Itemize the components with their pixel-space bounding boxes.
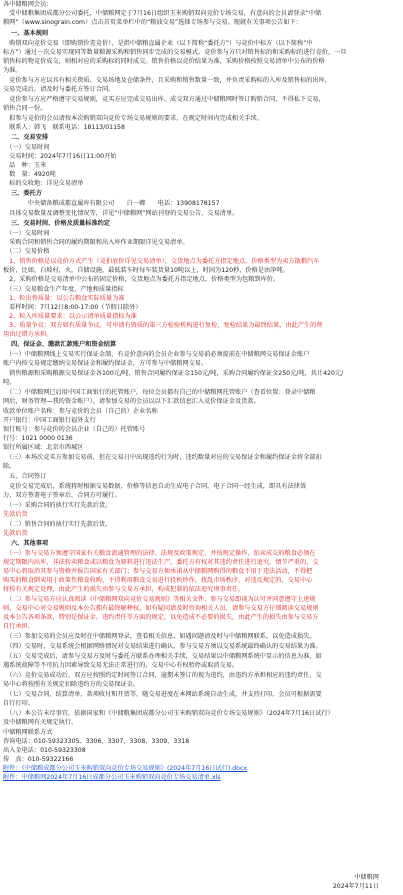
text-line: （五）交易完成后，请参与交易方及时与委托方联系办理相关手续，交易结果以中储粮网系统中显示的信息为准，如 bbox=[3, 653, 322, 660]
text-line: 购买的粮食倒卖用于政策性粮食收购，不得利用粮食交易进行投机炒作，扰乱市场秩序，对违反规定的，交易中心 bbox=[3, 577, 313, 584]
text-line: 各中储粮网会员： bbox=[3, 1, 53, 8]
text-line: 销售粮源和采购粮源交易保证金各100元/吨，销售合同履约保证金150元/吨，采购合同履约保证金250元/吨，共计420元/ bbox=[3, 370, 344, 377]
text-line: 竞价参与方应严格遵守交易规则，竞买方应完成交易出库，成交双方通过中储粮网时签订购销合同，不得私下交易， bbox=[3, 96, 325, 103]
text-line: 标方”）通过一次交易实现同等数量粮源采购和销售同步完成的交易模式。竞价参与方只对销售标的和采购标的进行竞价，一旦 bbox=[3, 49, 347, 56]
attachment-link[interactable]: 附件：中储粮网2024年7月16日成都分公司玉米购销双向竞价专场交易清单.xls bbox=[3, 774, 221, 781]
section-heading: 三、委托方 bbox=[11, 190, 42, 197]
text-line: （二）中储粮网已启用中国工商银行的托管账户，每位会员都有自己的中储粮网托管账户（查看位置：登录中储粮 bbox=[3, 389, 316, 396]
text-line: 账户内按交易规定缴纳交易保证金和履约保证金，方可参与中储粮网交易。 bbox=[3, 360, 208, 367]
text-line: （八）本公告未尽事宜，依据国家和《中储粮集团成都分公司玉米购销双向竞价专场交易规则》（2024年7月16日试行） bbox=[3, 710, 334, 717]
text-line: 及本公告各项条款，特别是保证金、违约责任等方面的规定，以免造成不必要的损失，由此产生的损失由参与交易方 bbox=[3, 614, 319, 621]
text-line: （二）交易价格 bbox=[3, 248, 50, 255]
text-line: 采购合同和销售合同的履约期限和出入库作业期限详见交易清单。 bbox=[3, 239, 189, 246]
section-heading: 三、交易时间、价格及质量标准约定 bbox=[11, 220, 110, 227]
text-line: 网后，财务管理—我的资金账户），请参加交易的会员以以下汇款信息汇入竞价保证金及货款。 bbox=[3, 398, 260, 405]
text-line: 先款后货 bbox=[3, 511, 28, 518]
text-line: （一）采购合同的执行实行先款后货。 bbox=[3, 502, 112, 509]
text-line: 销售标的物竞价成交，则相对应的采购标的同时成交。销售价格以竞价结果为准，采购价格按照交易清单中公布的价格 bbox=[3, 58, 325, 65]
section-heading: 四、保证金、缴款汇款账户和资金结算 bbox=[11, 341, 117, 348]
text-line: 3、质量争议：双方如有质量争议，可申请有资质的第三方检验机构进行复检，复检结果为最终结果，由此产生的费 bbox=[3, 322, 323, 329]
text-line: 将按有关规定处理，由此产生的损失由参与交易方承担，构成犯罪的依法追究刑事责任。 bbox=[3, 586, 245, 593]
text-line: 竞价参与方应以具有相关资质、交易场地及仓储条件，且采购和销售数量一致，并负责采购标的入库及销售标的出库， bbox=[3, 77, 331, 84]
text-line: （一）交易时间 bbox=[3, 230, 50, 237]
section-heading: 一、基本规则 bbox=[11, 30, 49, 37]
text-line: 银行账号：参与竞价的会员企业（自己的）托管账号 bbox=[3, 426, 146, 433]
footer-date: 2024年7月11日 bbox=[332, 883, 379, 890]
text-line: （三）本场次竞买方参加交易前，但在交易日中出现违约行为时，违约数量对应的交易保证金和履约保证金将全部扣 bbox=[3, 454, 322, 461]
text-line: （二）销售合同的执行实行先款后货。 bbox=[3, 521, 112, 528]
text-line: 购销双向竞价交易（即购销价差竞价），是指中储粮直属企业（以下简称“委托方”）与竞价中标方（以下简称“中 bbox=[3, 40, 313, 47]
text-line: 中央储备粮成都直属库有限公司 白一卿 电话：13908178157 bbox=[3, 200, 220, 207]
text-line: 则，交易中心对交易规则及本公告拥有最终解释权，如有疑问请及时咨询相关人员，请参与交易方仔细阅读交易规则 bbox=[3, 605, 319, 612]
text-line: 银行所属区域：北京市西城区 bbox=[3, 444, 84, 451]
footer-org: 中储粮网 bbox=[354, 874, 379, 881]
text-line: （六）竞价交易成功后，双方应按照约定时间签订合同，逾期未签订的视为违约，由违约方承担相应的违约责任，交 bbox=[3, 672, 322, 679]
section-heading: 二、交易安排 bbox=[11, 134, 49, 141]
text-line: 受中储粮集团成都分公司委托，中储粮网定于7月16日组织玉米购销双向竞价专场交易，有意向的会员请登录“中储 bbox=[3, 10, 322, 17]
text-line: 遇系统故障等不可抗力因素导致交易无法正常进行的，交易中心有权暂停或取消交易。 bbox=[3, 662, 239, 669]
text-line: 开户银行：中国工商银行福外支行 bbox=[3, 417, 96, 424]
text-line: （一）参与交易方须遵守国家有关粮食流通管理的法律、法规及政策规定，并按规定操作，拍卖成交的粮食必须在 bbox=[3, 550, 316, 557]
text-line: （七）交易合同，结算清单，款项收付和开票等，随交易进度在本网站系统自动生成，并支持打印，会员可根据需要 bbox=[3, 691, 322, 698]
attachment-link[interactable]: 附件：《中储粮成都分公司玉米购销双向竞价专场交易规则》(2024年7月16日试行).docx bbox=[3, 765, 248, 772]
section-heading: 六、其他事项 bbox=[11, 540, 49, 547]
text-line: 除。 bbox=[3, 463, 16, 470]
text-line: 自行打印。 bbox=[3, 700, 34, 707]
text-line: 出入金电话：010-59323308 bbox=[3, 747, 86, 754]
text-line: 交易时间：2024年7月16日11:00开始 bbox=[3, 153, 117, 160]
text-line: （二）参与交易方应认真阅读《中储粮网双向竞价交易规则》等相关文件，参与交易即视为认可并同意遵守上述规 bbox=[3, 596, 316, 603]
text-line: 标的交收地：详见交易清单 bbox=[3, 180, 84, 187]
text-line: 看样时间：7月12日8:00-17:00（节假日除外） bbox=[3, 304, 142, 311]
text-line: 粮网”（www.sinograin.com）点击首页菜单栏中的“粮油交易”选择专场参与交易。现就有关事项公告如下： bbox=[3, 19, 302, 26]
text-line: 收款单位账户名称：参与竞价的会员（自己的）企业名称 bbox=[3, 408, 158, 415]
text-line: （三）参加交易的会员应及时在中储粮网登录，查看相关信息，如遇问题请及时与中储粮网联系，以免造成损失。 bbox=[3, 633, 316, 640]
text-line: 拟参与竞价的会员请按本次购销双向竞价专场交易规则的要求，在规定时间内完成相关手续。 bbox=[3, 115, 263, 122]
text-line: 板价，比如，白坡村，火，自储设施，最低装车时每车装货量10吨以上，时间为120秒，价格是由净吨。 bbox=[3, 267, 289, 274]
text-line: 自行承担。 bbox=[3, 623, 34, 630]
text-line: 为准。 bbox=[3, 67, 22, 74]
text-line: 行号：1021 0000 0136 bbox=[3, 435, 73, 442]
text-line: 2、粒入库质量要求：以公示清单质量指标为准 bbox=[3, 313, 137, 320]
text-line: 五、合同签订 bbox=[3, 473, 47, 480]
text-line: 先款后货 bbox=[3, 530, 28, 537]
text-line: 易中心将按照有关规定扣除违约方的交易保证金。 bbox=[3, 681, 140, 688]
text-line: 数 量：4920吨 bbox=[3, 171, 56, 178]
text-line: 竞价交易完成后，系统将时根据交易数据，价格等信息自动生成电子合同。电子合同一经生成，即具有法律效 bbox=[3, 483, 307, 490]
text-line: 联系人：韩飞 联系电话：18113/01158 bbox=[3, 124, 125, 131]
text-line: 中储粮网联系方式 bbox=[3, 729, 53, 736]
text-line: （一）中储粮网线上交易实行保证金制，有竞价意向的会员企业参与交易前必须提前在中储粮网交易保证金账户 bbox=[3, 351, 310, 358]
text-line: （一）交易时间 bbox=[3, 144, 50, 151]
text-line: 具体交易数量及调整变化情况等，详见“中储粮网”网站刊登的交易公告、交易清单。 bbox=[3, 210, 239, 217]
text-line: 1、粒出售质量：以公告粮食实际质量为准 bbox=[3, 295, 125, 302]
text-line: 易中心将取消其参与资格并报告国家有关部门；参与交易方须承诺从中储粮网购得的粮食不用于违法活动，不得把 bbox=[3, 568, 313, 575]
text-line: 传 真：010-59322166 bbox=[3, 756, 74, 763]
text-line: （四）交易时，交易系统会根据网络情况对交易结果进行确认，参与交易方须以交易系统最终确认的交易结果为准。 bbox=[3, 643, 322, 650]
text-line: 2、采购价格是交易清单中公布的固定价格，交货地点为委托方指定地点，价格类型为包粮到库价。 bbox=[3, 276, 280, 283]
text-line: 用由过错方承担。 bbox=[3, 331, 53, 338]
text-line: 咨询电话：010-59323305、3306、3307、3308、3309、3318 bbox=[3, 738, 190, 745]
text-line: 规定期限内出库，非法转卖粮食或以粮食为原料进行违法生产，委托方有权对其违约责任进行追究，情节严重的，交 bbox=[3, 559, 319, 566]
text-line: 品 种：玉米 bbox=[3, 162, 47, 169]
text-line: 销售合同一份。 bbox=[3, 105, 47, 112]
text-line: 交易完成后，请及时与委托方签订合同。 bbox=[3, 86, 115, 93]
text-line: 吨。 bbox=[3, 379, 16, 386]
text-line: 1、销售价格是以竞价方式产生（竞拍底价详见交易清单），交货地点为委托方指定地点，价格类型为卖方散粮汽车 bbox=[3, 258, 320, 265]
text-line: 及中储粮网有关规定执行。 bbox=[3, 719, 78, 726]
text-line: 力，双方签署电子签章后，合同方可履行。 bbox=[3, 492, 121, 499]
text-line: （三）交易粮食生产年度、产地和质量指标 bbox=[3, 286, 124, 293]
